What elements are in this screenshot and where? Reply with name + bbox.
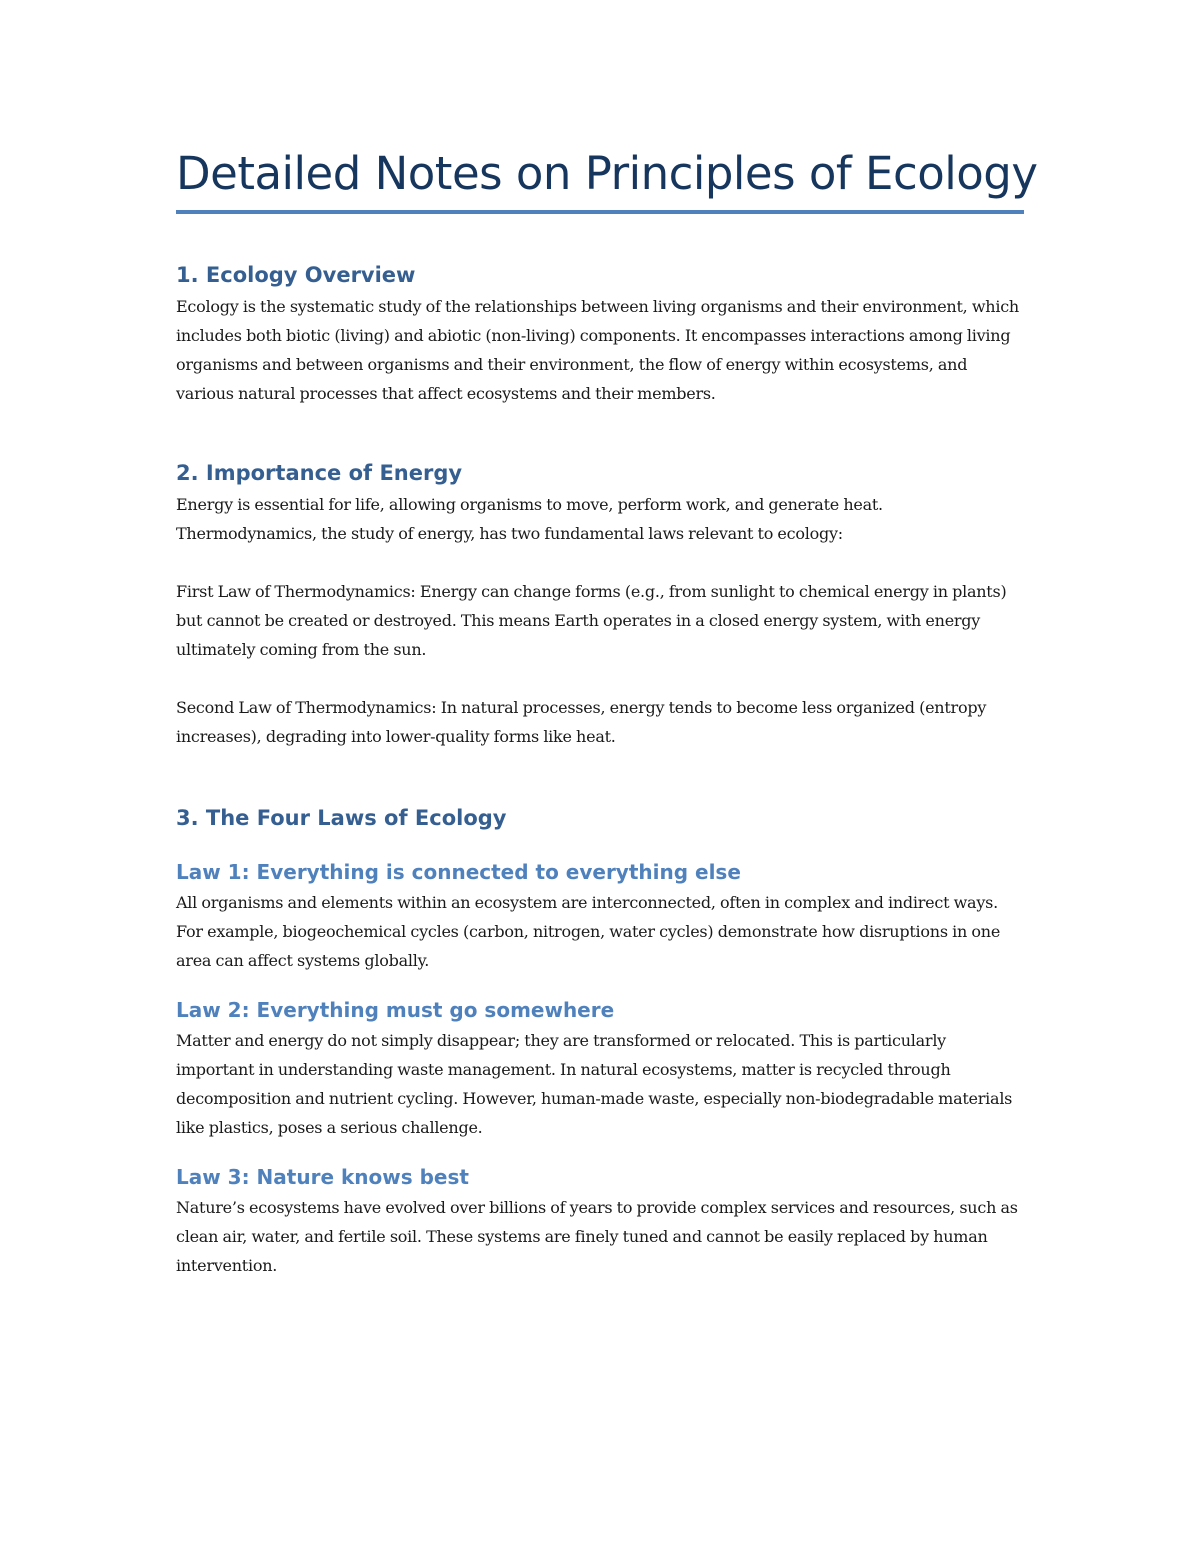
paragraph-first-law-thermodynamics: First Law of Thermodynamics: Energy can change forms (e.g., from sunlight to chemical energy in plants) but cannot be created or destroyed. This means Earth operates in a closed energy system, with energy ultimately coming from the sun.	[176, 582, 1007, 659]
document-content	[176, 140, 1038, 1280]
paragraph-law-2: Matter and energy do not simply disappear; they are transformed or relocated. This is particularly important in understanding waste management. In natural ecosystems, matter is recycled through decomposition and nutrient cycling. However, human-made waste, especially non-biodegradable materials like plastics, poses a serious challenge.	[176, 1031, 1013, 1137]
paragraph-law-3: Nature’s ecosystems have evolved over billions of years to provide complex services and resources, such as clean air, water, and fertile soil. These systems are finely tuned and cannot be easily replaced by human intervention.	[176, 1198, 1018, 1275]
paragraph-energy-intro: Energy is essential for life, allowing organisms to move, perform work, and generate heat. Thermodynamics, the study of energy, has two fundamental laws relevant to ecology:	[176, 495, 883, 543]
paragraph-law-1: All organisms and elements within an ecosystem are interconnected, often in complex and indirect ways. For example, biogeochemical cycles (carbon, nitrogen, water cycles) demonstrate how disruptions in one area can affect systems globally.	[176, 893, 1001, 970]
subheading-law-1: Law 1: Everything is connected to everything else	[176, 860, 741, 884]
subheading-law-2: Law 2: Everything must go somewhere	[176, 998, 615, 1022]
paragraph-second-law-thermodynamics: Second Law of Thermodynamics: In natural processes, energy tends to become less organized (entropy increases), degrading into lower-quality forms like heat.	[176, 698, 987, 746]
subheading-law-3: Law 3: Nature knows best	[176, 1165, 469, 1189]
section-heading-four-laws-of-ecology: 3. The Four Laws of Ecology	[176, 806, 507, 830]
title-underline-rule	[176, 210, 1024, 214]
paragraph-ecology-overview: Ecology is the systematic study of the relationships between living organisms and their environment, which includes both biotic (living) and abiotic (non-living) components. It encompasses interactions among living organisms and between organisms and their environment, the flow of energy within ecosystems, and various natural processes that affect ecosystems and their members.	[176, 297, 1019, 403]
document-title: Detailed Notes on Principles of Ecology	[176, 147, 1038, 200]
section-heading-ecology-overview: 1. Ecology Overview	[176, 263, 416, 287]
section-heading-importance-of-energy: 2. Importance of Energy	[176, 461, 463, 485]
